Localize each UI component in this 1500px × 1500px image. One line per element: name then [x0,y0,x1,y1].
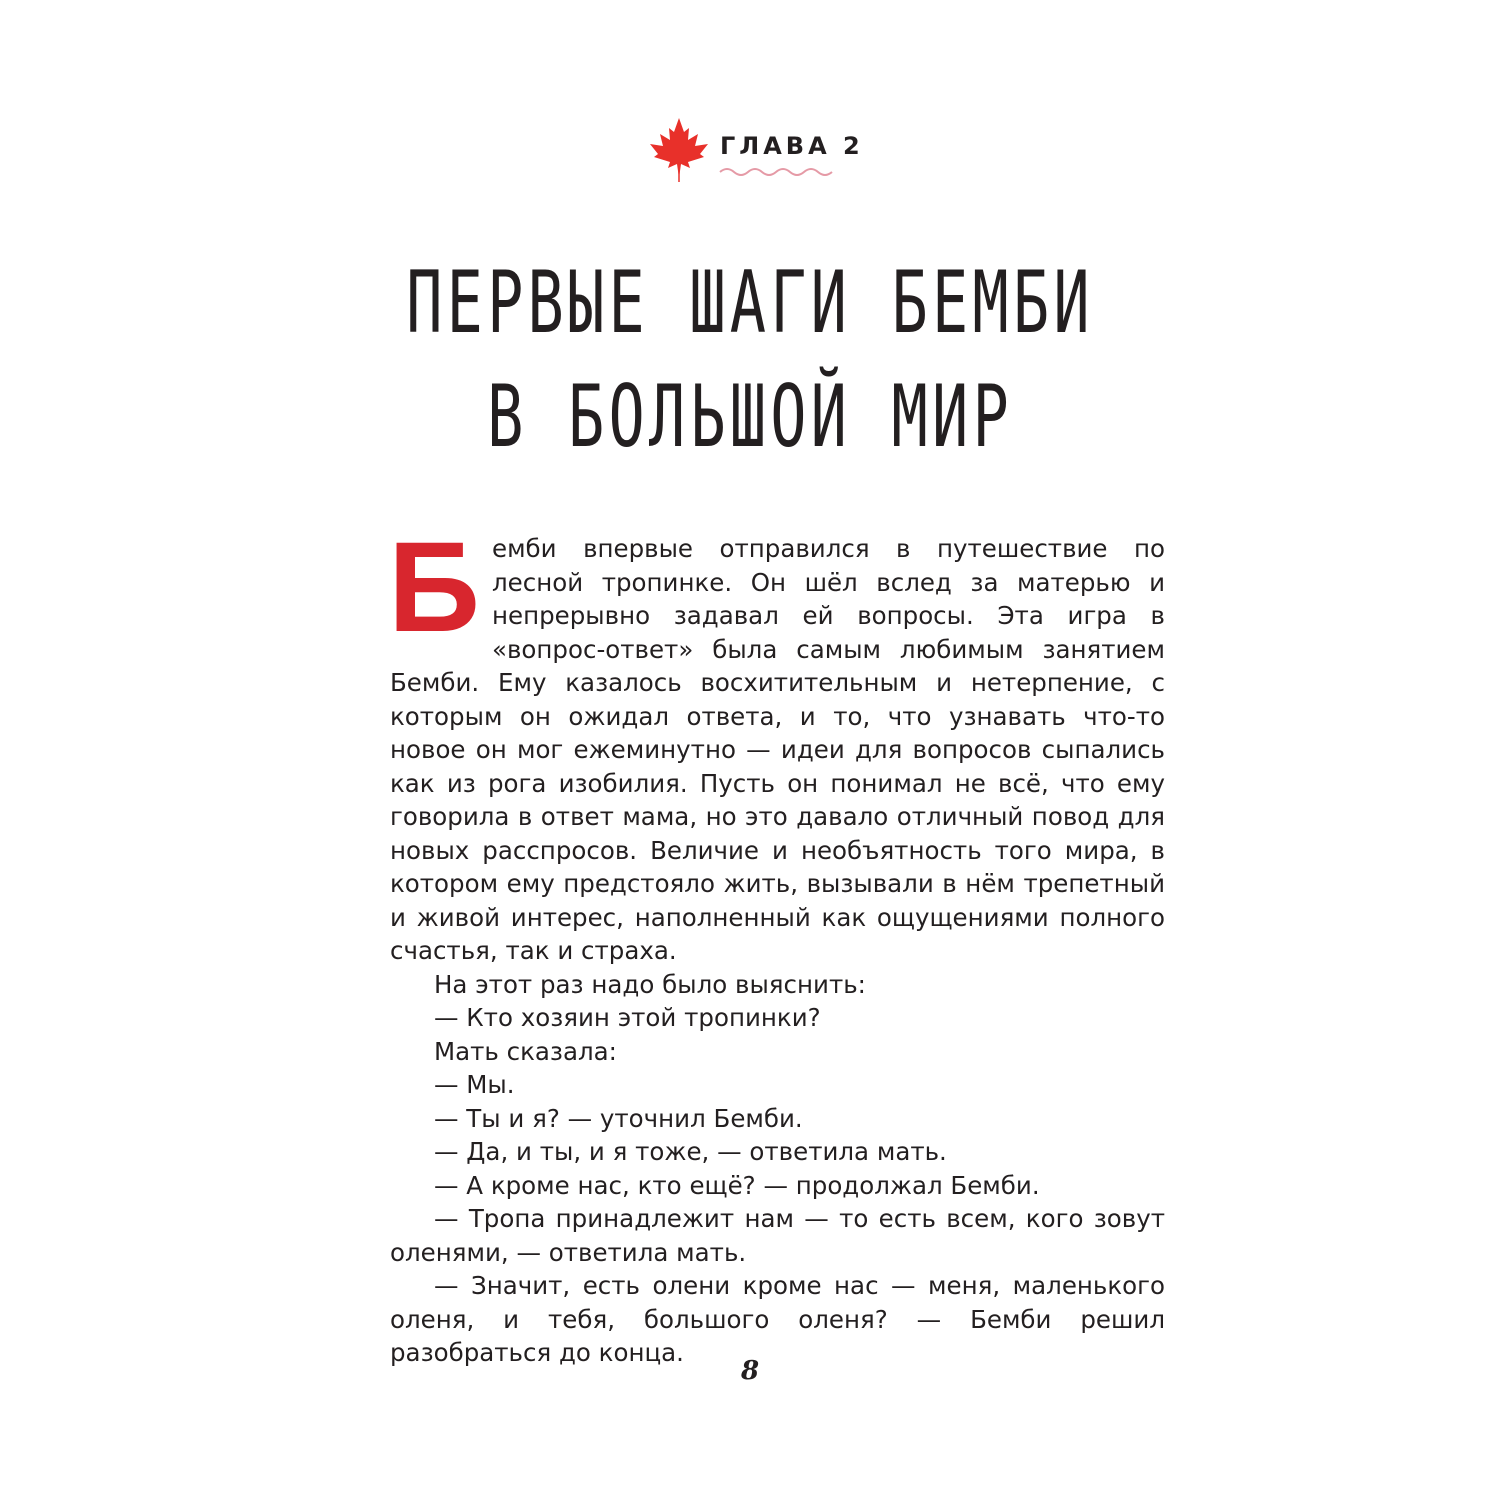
dialogue-line: — Ты и я? — уточнил Бемби. [434,1103,803,1133]
title-line-1: ПЕРВЫЕ ШАГИ БЕМБИ [406,253,1094,353]
chapter-header [648,116,864,186]
dialogue-line: — А кроме нас, кто ещё? — продолжал Бемби. [434,1170,1040,1200]
paragraph-text: емби впервые отправился в путешествие по лесной тропинке. Он шёл вслед за матерью и непрерывно задавал ей вопросы. Эта игра в «вопрос-ответ» была самым любимым занятием Бемби. Ему казалось восхитительным и нетерпение, с которым он ожидал ответа, и то, что узнавать что-то новое он мог ежеминутно — идеи для вопросов сыпались как из рога изобилия. Пусть он понимал не всё, что ему говорила в ответ мама, но это давало отличный повод для новых расспросов. Величие и необъятность того мира, в котором ему предстояло жить, вызывали в нём трепетный и живой интерес, наполненный как ощущениями полного счастья, так и страха. [390,534,1165,965]
dialogue-line: — Тропа принадлежит нам — то есть всем, кого зовут оленями, — ответила мать. [390,1204,1165,1267]
drop-cap: Б [388,516,480,659]
paragraph-opening [388,516,1165,968]
dialogue-line: — Мы. [434,1070,515,1099]
chapter-title [250,246,1250,474]
dialogue-line: — Кто хозяин этой тропинки? [434,1003,821,1032]
maple-leaf-icon [648,116,710,182]
body-text [388,516,1165,1370]
dialogue-line: — Значит, есть олени кроме нас — меня, маленького оленя, и тебя, большого оленя? — Бемби решил разобраться до конца. [390,1271,1165,1367]
paragraph: На этот раз надо было выяснить: [434,969,866,999]
page-number: 8 [740,1356,760,1386]
dialogue-line: — Да, и ты, и я тоже, — ответила мать. [434,1137,947,1166]
title-line-2: В БОЛЬШОЙ МИР [487,367,1013,467]
paragraph: Мать сказала: [434,1036,617,1066]
chapter-label: ГЛАВА 2 [720,132,864,160]
wave-underline-icon [718,166,836,178]
